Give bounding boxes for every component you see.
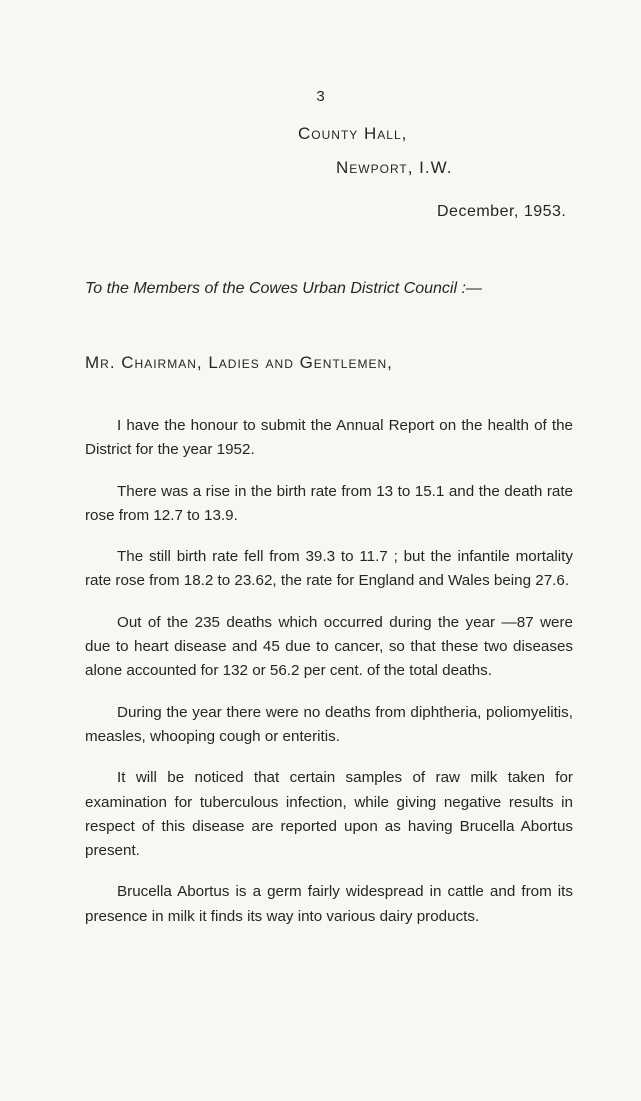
paragraph-5: During the year there were no deaths from diphtheria, poliomyelitis, measles, whooping cough or enteritis.	[85, 703, 573, 745]
salutation: Mr. Chairman, Ladies and Gentlemen,	[85, 353, 393, 372]
paragraph-7: Brucella Abortus is a germ fairly widespread in cattle and from its presence in milk it finds its way into various dairy products.	[85, 883, 573, 925]
paragraph-1: I have the honour to submit the Annual Report on the health of the District for the year 1952.	[85, 417, 573, 459]
page-number: 3	[316, 88, 325, 105]
paragraph-2: There was a rise in the birth rate from 13 to 15.1 and the death rate rose from 12.7 to 13.9.	[85, 482, 573, 524]
paragraph-4: Out of the 235 deaths which occurred during the year —87 were due to heart disease and 45 due to cancer, so that these two diseases alone accounted for 132 or 56.2 per cent. of the total deaths.	[85, 613, 573, 680]
address-line-2: Newport, I.W.	[336, 158, 453, 177]
paragraph-3: The still birth rate fell from 39.3 to 11.7 ; but the infantile mortality rate rose from 18.2 to 23.62, the rate for England and Wales being 27.6.	[85, 548, 573, 590]
address-line-1: County Hall,	[298, 124, 408, 143]
letter-date: December, 1953.	[437, 203, 567, 220]
letter-body	[85, 414, 573, 946]
paragraph-6: It will be noticed that certain samples of raw milk taken for examination for tuberculous infection, while giving negative results in respect of this disease are reported upon as having Brucella Abortus present.	[85, 769, 573, 860]
addressee: To the Members of the Cowes Urban District Council :—	[85, 280, 482, 297]
